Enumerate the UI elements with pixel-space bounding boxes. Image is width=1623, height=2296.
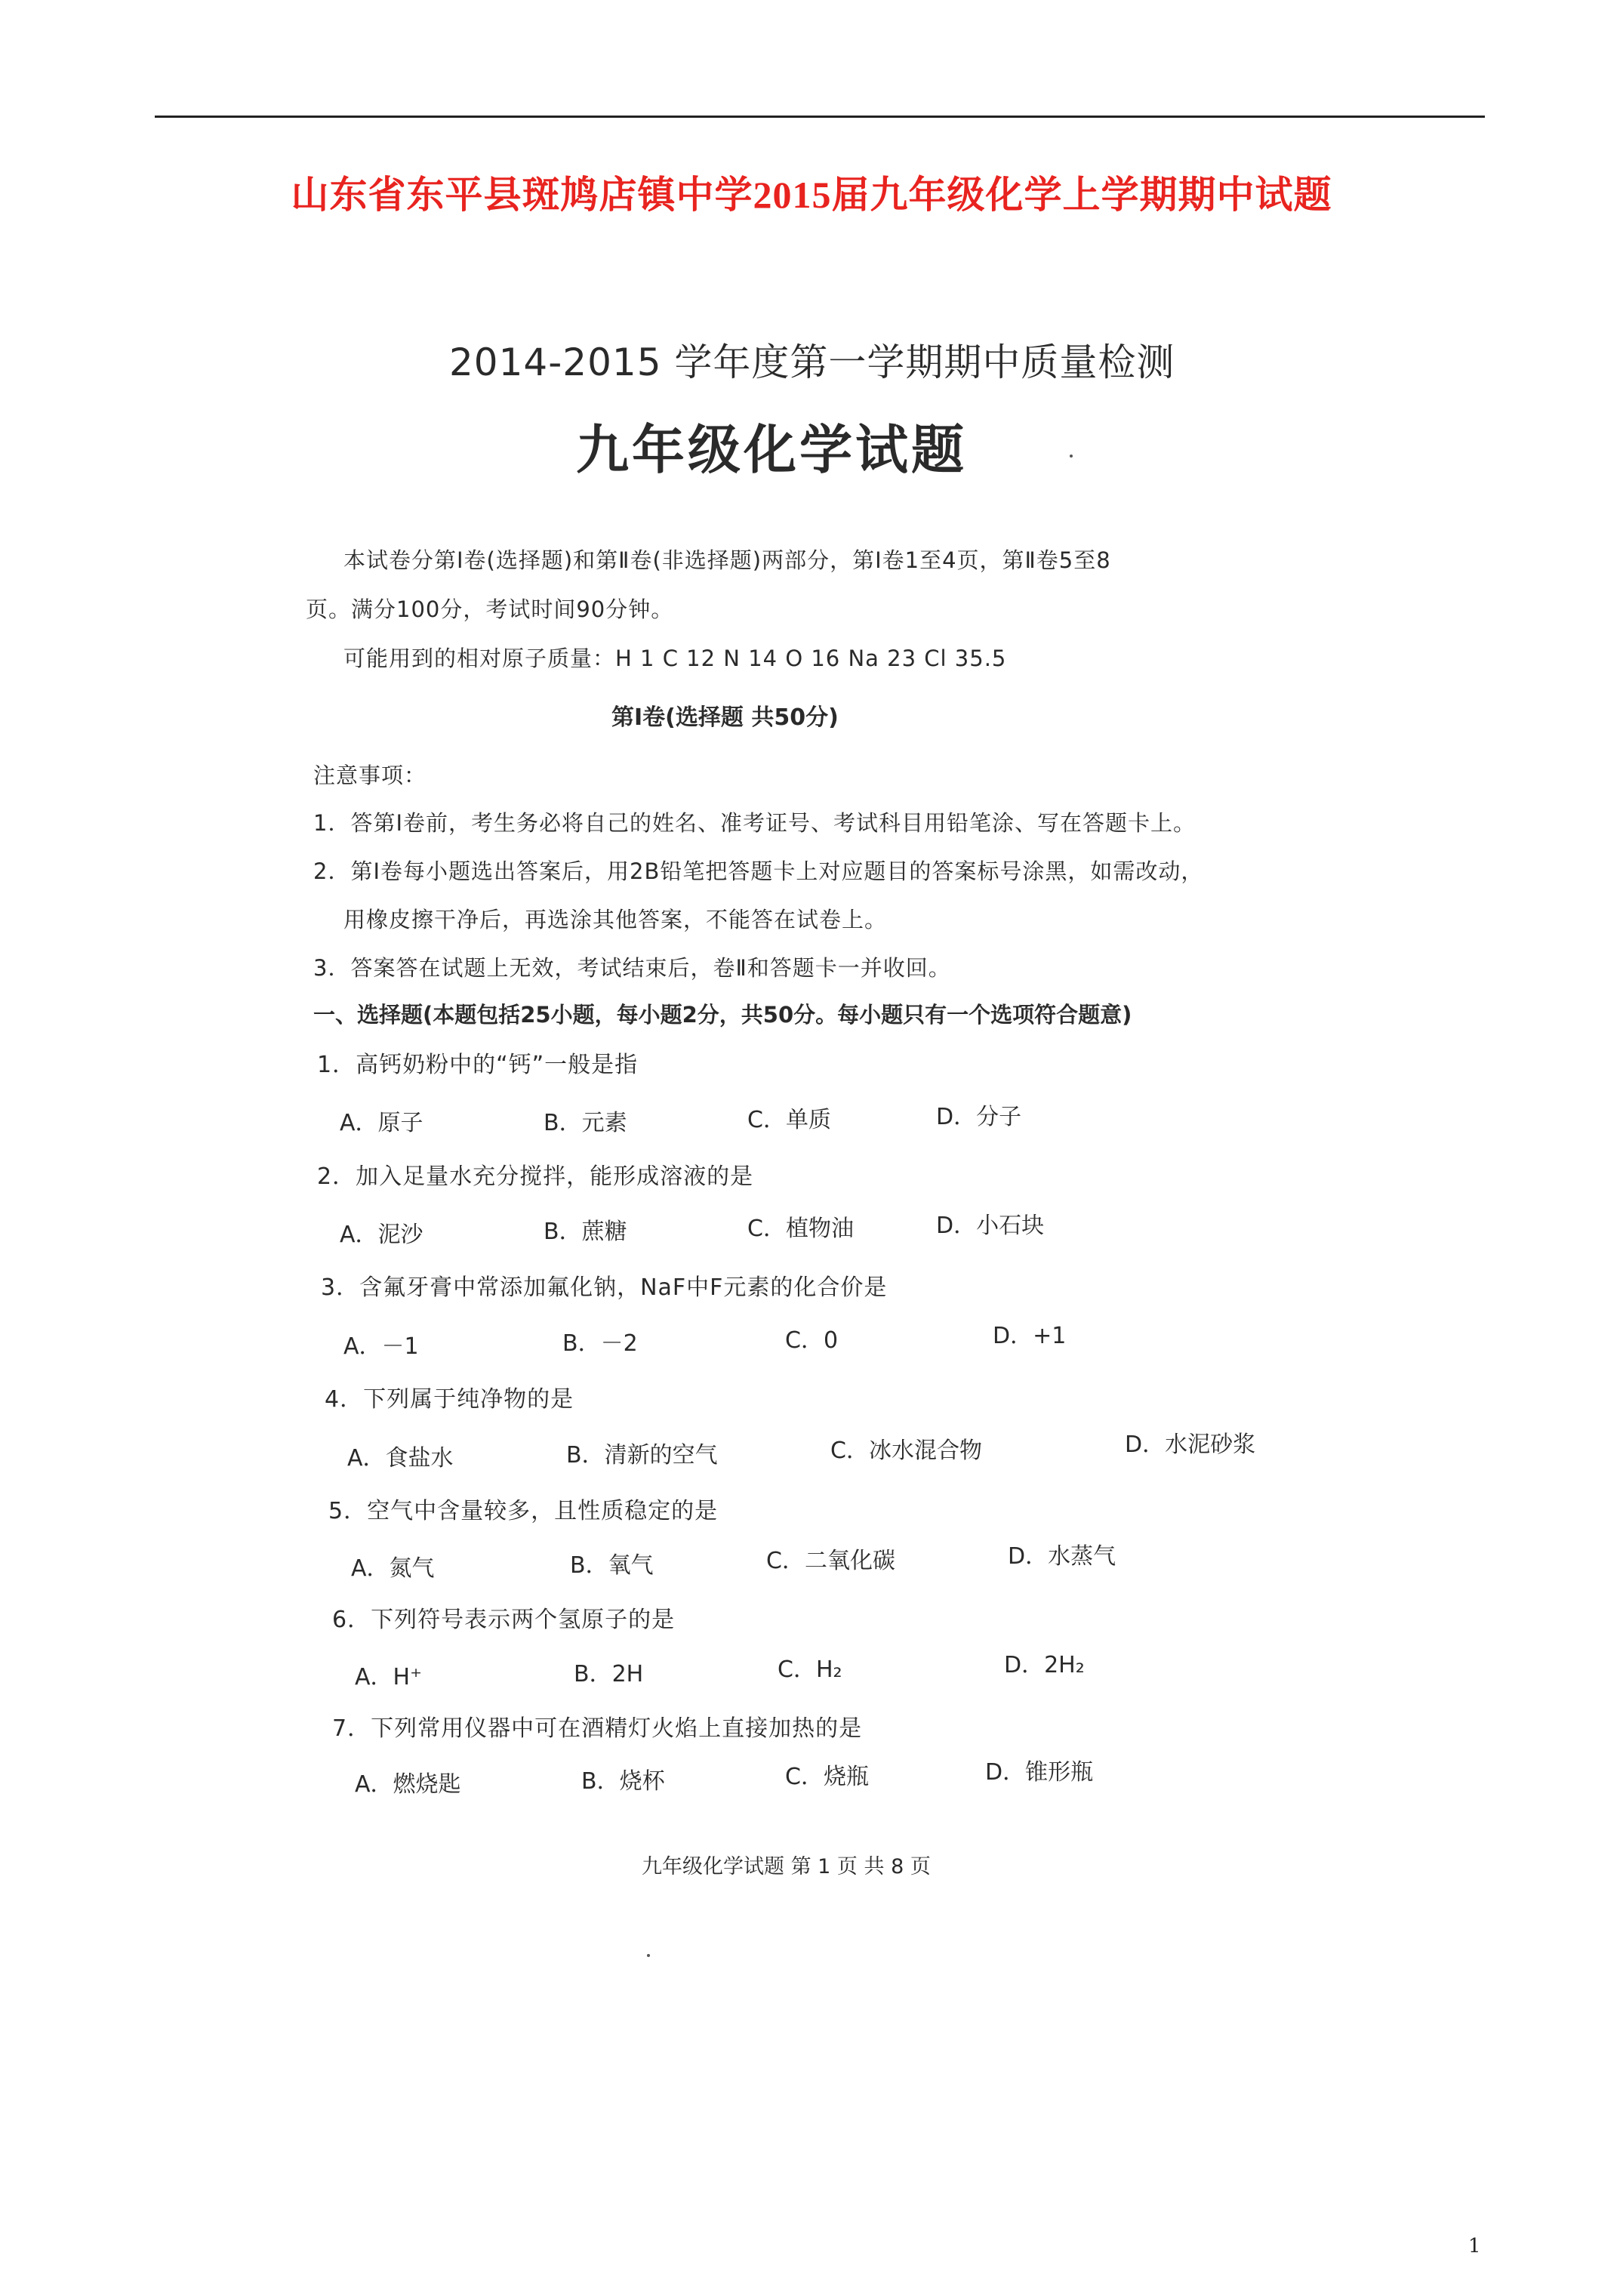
option: D．锥形瓶 <box>985 1759 1094 1786</box>
scanned-exam-page <box>287 332 1344 1978</box>
page-number: 1 <box>1468 2235 1481 2257</box>
document-title: 山东省东平县斑鸠店镇中学2015届九年级化学上学期期中试题 <box>291 174 1332 216</box>
option: C．二氧化碳 <box>766 1548 895 1574</box>
option: D．+1 <box>993 1323 1067 1349</box>
option: B．清新的空气 <box>566 1442 718 1469</box>
option: A．－1 <box>343 1333 419 1360</box>
option: B．2H <box>574 1661 644 1687</box>
note-item: 3．答案答在试题上无效，考试结束后，卷Ⅱ和答题卡一并收回。 <box>313 955 951 981</box>
option: B．蔗糖 <box>544 1219 627 1245</box>
question-stem: 7．下列常用仪器中可在酒精灯火焰上直接加热的是 <box>332 1715 863 1742</box>
option: A．泥沙 <box>340 1222 423 1248</box>
option: A．H⁺ <box>355 1664 422 1690</box>
question-stem: 2．加入足量水充分搅拌，能形成溶液的是 <box>317 1163 754 1190</box>
top-rule <box>155 116 1485 118</box>
exam-page-footer: 九年级化学试题 第 1 页 共 8 页 <box>642 1855 931 1878</box>
option: A．食盐水 <box>347 1445 454 1472</box>
note-item: 1．答第Ⅰ卷前，考生务必将自己的姓名、准考证号、考试科目用铅笔涂、写在答题卡上。 <box>313 810 1196 836</box>
question-stem: 5．空气中含量较多，且性质稳定的是 <box>328 1498 719 1524</box>
question-stem: 3．含氟牙膏中常添加氟化钠，NaF中F元素的化合价是 <box>321 1274 888 1301</box>
option: D．水蒸气 <box>1008 1543 1116 1570</box>
section-title: 第Ⅰ卷(选择题 共50分) <box>611 704 839 731</box>
scan-speck <box>1070 455 1073 458</box>
notes-heading: 注意事项： <box>313 763 427 788</box>
option: A．燃烧匙 <box>355 1771 461 1798</box>
option: D．水泥砂浆 <box>1125 1432 1256 1458</box>
exam-header: 2014-2015 学年度第一学期期中质量检测 <box>449 341 1175 384</box>
option: C．0 <box>785 1327 839 1354</box>
option: B．－2 <box>562 1330 638 1357</box>
option: C．单质 <box>747 1107 831 1133</box>
question-stem: 1．高钙奶粉中的“钙”一般是指 <box>317 1052 639 1078</box>
atomic-masses: 可能用到的相对原子质量：H 1 C 12 N 14 O 16 Na 23 Cl 35.5 <box>343 646 1007 671</box>
option: B．烧杯 <box>581 1768 665 1795</box>
option: B．元素 <box>544 1110 627 1136</box>
intro-line-1: 本试卷分第Ⅰ卷(选择题)和第Ⅱ卷(非选择题)两部分，第Ⅰ卷1至4页，第Ⅱ卷5至8 <box>343 547 1111 573</box>
question-stem: 6．下列符号表示两个氢原子的是 <box>332 1607 676 1633</box>
scan-speck <box>647 1954 650 1957</box>
option: D．小石块 <box>936 1213 1045 1239</box>
option: A．原子 <box>340 1110 423 1136</box>
option: B．氧气 <box>570 1552 654 1579</box>
option: C．植物油 <box>747 1216 854 1242</box>
option: C．H₂ <box>778 1657 842 1683</box>
option: D．分子 <box>936 1104 1022 1130</box>
note-item: 用橡皮擦干净后，再选涂其他答案，不能答在试卷上。 <box>343 907 888 932</box>
exam-title: 九年级化学试题 <box>576 419 967 481</box>
question-stem: 4．下列属于纯净物的是 <box>325 1386 574 1413</box>
option: D．2H₂ <box>1004 1652 1085 1678</box>
intro-line-2: 页。满分100分，考试时间90分钟。 <box>306 596 674 622</box>
option: C．烧瓶 <box>785 1764 869 1790</box>
option: A．氮气 <box>351 1555 435 1582</box>
note-item: 2．第Ⅰ卷每小题选出答案后，用2B铅笔把答题卡上对应题目的答案标号涂黑，如需改动， <box>313 858 1204 884</box>
part-title: 一、选择题(本题包括25小题，每小题2分，共50分。每小题只有一个选项符合题意) <box>313 1002 1132 1028</box>
option: C．冰水混合物 <box>830 1438 982 1464</box>
